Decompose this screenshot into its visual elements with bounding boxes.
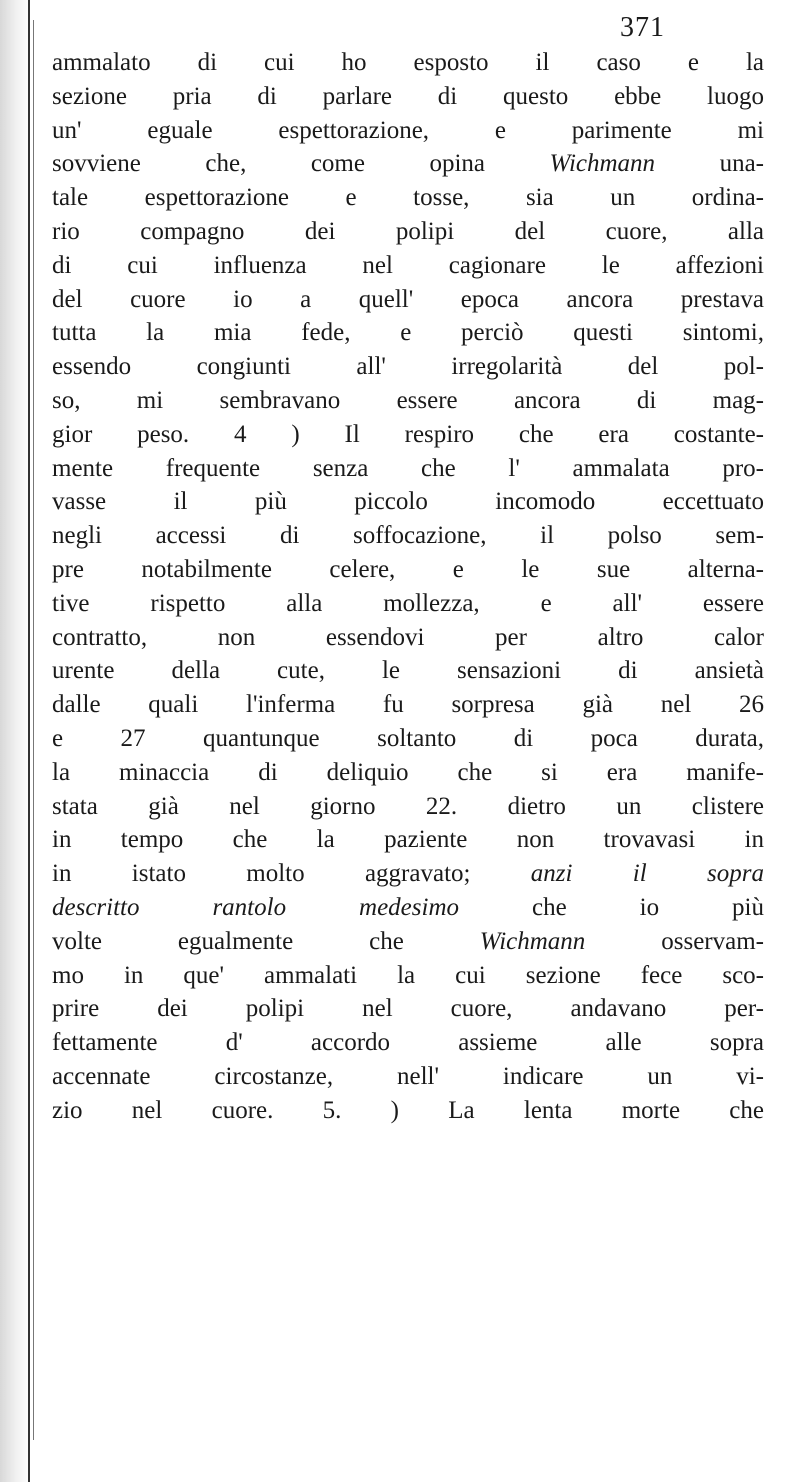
text-line: ammalato di cui ho esposto il caso e la bbox=[52, 49, 764, 76]
page-number: 371 bbox=[620, 12, 665, 43]
text-line: prire dei polipi nel cuore, andavano per- bbox=[52, 995, 764, 1023]
text-line: accennate circostanze, nell' indicare un vi- bbox=[52, 1062, 764, 1090]
text-line: pre notabilmente celere, e le sue alterna- bbox=[52, 555, 764, 583]
text-line: mente frequente senza che l' ammalata pro- bbox=[52, 454, 764, 482]
text-line: descritto rantolo medesimo che io più bbox=[52, 893, 764, 921]
binding-edge bbox=[28, 0, 30, 1482]
text-line: so, mi sembravano essere ancora di mag- bbox=[52, 386, 764, 414]
text-line: tive rispetto alla mollezza, e all' essere bbox=[52, 589, 764, 617]
binding-gutter bbox=[0, 0, 30, 1482]
text-line: mo in que' ammalati la cui sezione fece sco- bbox=[52, 961, 764, 989]
text-line: un' eguale espettorazione, e parimente mi bbox=[52, 116, 764, 144]
text-line: tale espettorazione e tosse, sia un ordina- bbox=[52, 184, 764, 212]
body-text bbox=[52, 46, 764, 1128]
text-line: in istato molto aggravato; anzi il sopra bbox=[52, 860, 764, 888]
text-line: urente della cute, le sensazioni di ansietà bbox=[52, 657, 764, 685]
text-line: di cui influenza nel cagionare le affezioni bbox=[52, 251, 764, 279]
text-line: fettamente d' accordo assieme alle sopra bbox=[52, 1029, 764, 1057]
text-line: essendo congiunti all' irregolarità del pol- bbox=[52, 353, 764, 381]
text-line: la minaccia di deliquio che si era manife- bbox=[52, 758, 764, 786]
text-line: stata già nel giorno 22. dietro un clistere bbox=[52, 792, 764, 820]
text-line: zio nel cuore. 5. ) La lenta morte che bbox=[52, 1096, 764, 1124]
text-line: volte egualmente che Wichmann osservam- bbox=[52, 927, 764, 955]
text-line: del cuore io a quell' epoca ancora prestava bbox=[52, 285, 764, 313]
binding-edge-inner bbox=[33, 20, 34, 1440]
text-line: rio compagno dei polipi del cuore, alla bbox=[52, 217, 764, 245]
text-line: sovviene che, come opina Wichmann una- bbox=[52, 150, 764, 178]
text-line: tutta la mia fede, e perciò questi sintomi, bbox=[52, 319, 764, 347]
text-line: e 27 quantunque soltanto di poca durata, bbox=[52, 724, 764, 752]
text-line: dalle quali l'inferma fu sorpresa già nel 26 bbox=[52, 691, 764, 719]
text-line: contratto, non essendovi per altro calor bbox=[52, 623, 764, 651]
text-line: vasse il più piccolo incomodo eccettuato bbox=[52, 488, 764, 516]
text-line: in tempo che la paziente non trovavasi in bbox=[52, 826, 764, 854]
text-line: sezione pria di parlare di questo ebbe luogo bbox=[52, 82, 764, 110]
text-line: negli accessi di soffocazione, il polso sem- bbox=[52, 522, 764, 550]
text-line: gior peso. 4 ) Il respiro che era costante- bbox=[52, 420, 764, 448]
